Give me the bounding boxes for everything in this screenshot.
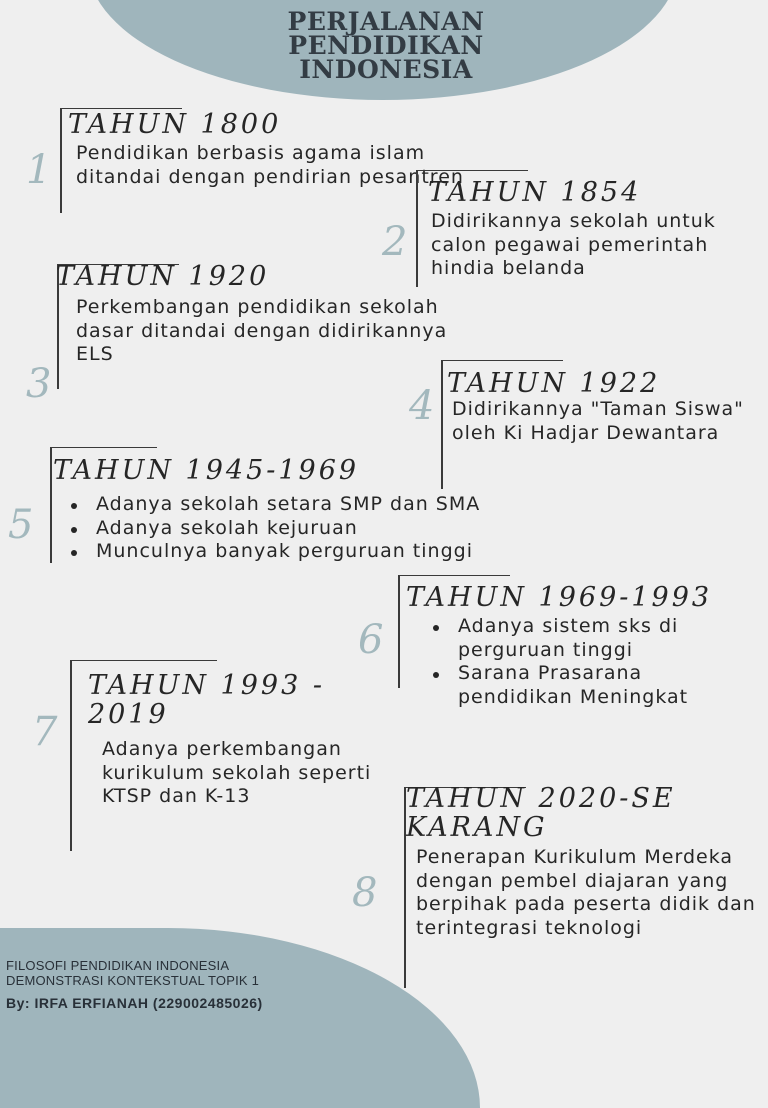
entry-2-description: Didirikannya sekolah untuk calon pegawai pemerintah hindia belanda [431,210,716,279]
entry-1-year: TAHUN 1800 [68,109,282,140]
entry-1-number: 1 [26,147,52,193]
entry-6-item: Sarana Prasarana pendidikan Meningkat [428,662,758,709]
entry-3-number: 3 [26,361,52,407]
entry-3-year: TAHUN 1920 [56,261,270,292]
entry-4-number: 4 [409,383,435,429]
entry-5-year: TAHUN 1945-1969 [53,455,360,486]
entry-4-description: Didirikannya "Taman Siswa" oleh Ki Hadjar Dewantara [452,398,744,444]
entry-1-description: Pendidikan berbasis agama islam ditandai dengan pendirian pesantren [76,142,464,188]
footer-author: By: IRFA ERFIANAH (229002485026) [6,995,263,1011]
entry-5-item: Adanya sekolah setara SMP dan SMA [66,493,486,517]
entry-4-year: TAHUN 1922 [447,368,661,399]
entry-3-description: Perkembangan pendidikan sekolah dasar ditandai dengan didirikannya ELS [76,296,448,365]
entry-7-description: Adanya perkembangan kurikulum sekolah seperti KTSP dan K-13 [102,738,372,807]
entry-5-number: 5 [8,502,34,548]
entry-5-item: Munculnya banyak perguruan tinggi [66,540,486,564]
entry-2-year: TAHUN 1854 [428,177,642,208]
entry-6-year: TAHUN 1969-1993 [406,582,713,613]
title-line-2: PENDIDIKAN [288,31,484,60]
page-title [200,7,572,84]
entry-2-number: 2 [382,219,408,265]
entry-6-list [428,615,758,709]
entry-8-year: TAHUN 2020-SEKARANG [406,783,676,843]
footer-course: FILOSOFI PENDIDIKAN INDONESIA [6,958,230,973]
entry-8-number: 8 [352,870,378,916]
title-line-1: PERJALANAN [287,7,485,36]
footer-topic: DEMONSTRASI KONTEKSTUAL TOPIK 1 [6,973,260,988]
entry-7-year: TAHUN 1993 - 2019 [88,670,325,730]
title-line-3: INDONESIA [299,55,473,84]
entry-6-number: 6 [358,617,384,663]
entry-5-item: Adanya sekolah kejuruan [66,517,486,541]
footer [6,958,263,1012]
entry-8-description: Penerapan Kurikulum Merdeka dengan pembel diajaran yang berpihak pada peserta didik dan terintegrasi teknologi [416,846,756,939]
entry-5-list [66,493,486,564]
entry-6-item: Adanya sistem sks di perguruan tinggi [428,615,758,662]
entry-7-number: 7 [32,709,58,755]
